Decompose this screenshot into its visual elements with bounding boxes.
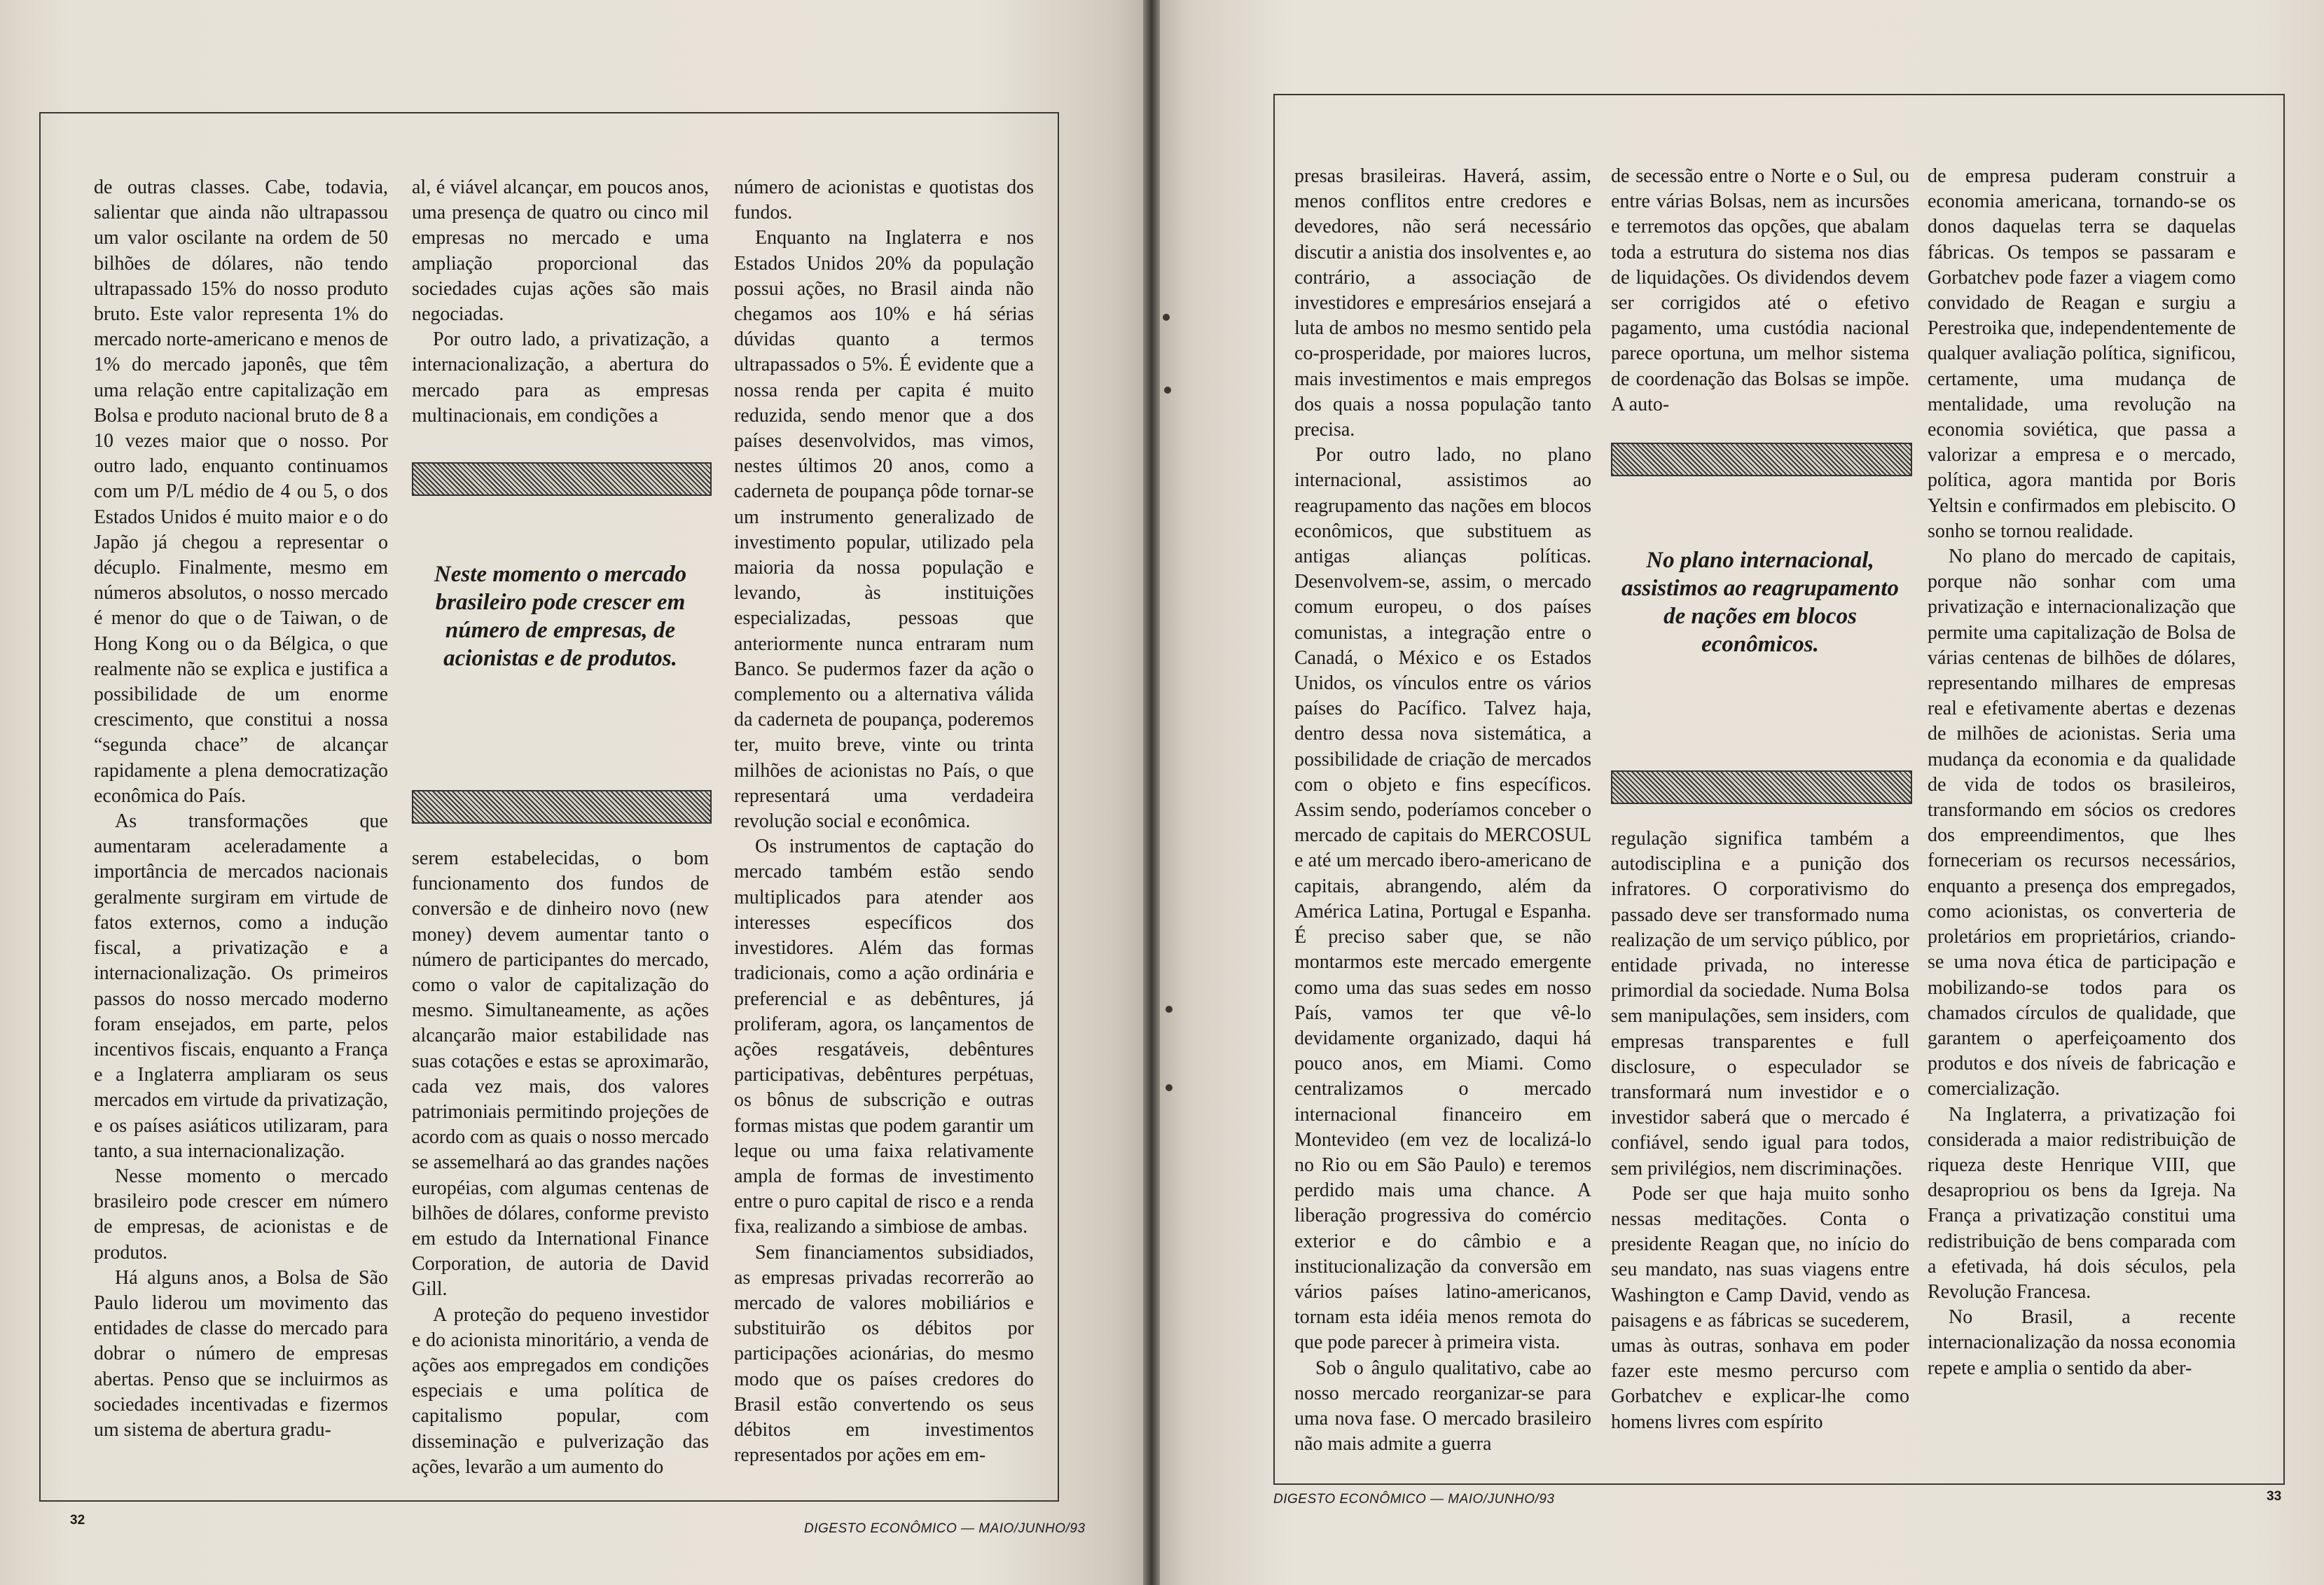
paragraph: regulação significa também a autodisciplina e a punição dos infratores. O corporativismo do passado deve ser transformado numa realização de um serviço público, por entidade privada, no interesse primordial da sociedade. Numa Bolsa sem manipulações, sem insiders, com empresas transparentes e full disclosure, o especulador se transformará num investidor e o investidor saberá que o mercado é confiável, sendo igual para todos, sem privilégios, nem discriminações. <box>1611 828 1909 1179</box>
staple-hole <box>1163 314 1170 321</box>
pullquote: No plano internacional, assistimos ao reagrupamento de nações em blocos econômicos. <box>1621 548 1900 657</box>
left-column-2-bottom <box>412 846 709 1480</box>
paragraph: serem estabelecidas, o bom funcionamento dos fundos de conversão e de dinheiro novo (new money) devem aumentar tanto o número de participantes do mercado, como o valor de capitalização do mesmo. Simultaneamente, as ações alcançarão maior estabilidade nas suas cotações e estas se aproximarão, cada vez mais, dos valores patrimoniais permitindo projeções de acordo com as quais o nosso mercado se assemelhará ao das grandes nações européias, com algumas centenas de bilhões de dólares, conforme previsto em estudo da International Finance Corporation, de autoria de David Gill. <box>412 847 709 1301</box>
binding-gutter <box>1143 0 1160 1585</box>
paragraph: No plano do mercado de capitais, porque não sonhar com uma privatização e internacionalização que permite uma capitalização de Bolsa de várias centenas de bilhões de dólares, representando milhares de empresas real e efetivamente abertas e dezenas de milhões de acionistas. Seria uma mudança da economia e da qualidade de vida de todos os brasileiros, transformando em sócios os credores dos empreendimentos, que lhes forneceriam os recursos necessários, enquanto a presença dos empregados, como acionistas, os converteria de proletários em proprietários, criando-se uma nova ética de participação e mobilizando-se todos para os chamados círculos de qualidade, que garantem o aperfeiçoamento dos produtos e dos níveis de fabricação e comercialização. <box>1928 546 2236 1100</box>
pullquote-rule-top <box>412 462 712 496</box>
paragraph: de empresa puderam construir a economia americana, tornando-se os donos daquelas terra se daquelas fábricas. Os tempos se passaram e Gorbatchev pode fazer a viagem como convidado de Reagan e surgiu a Perestroika que, independentemente de qualquer avaliação política, significou, certamente, uma mudança de mentalidade, uma revolução na economia soviética, que passa a valorizar a empresa e o mercado, política, agora mantida por Boris Yeltsin e confirmados em plebiscito. O sonho se tornou realidade. <box>1928 165 2236 542</box>
pullquote-rule-top <box>1611 443 1912 476</box>
paragraph: de outras classes. Cabe, todavia, salientar que ainda não ultrapassou um valor oscilante na ordem de 50 bilhões de dólares, não tendo ultrapassado 15% do nosso produto bruto. Este valor representa 1% do mercado norte-americano e menos de 1% do mercado japonês, que têm uma relação entre capitalização em Bolsa e produto nacional bruto de 8 a 10 vezes maior que o nosso. Por outro lado, enquanto continuamos com um P/L médio de 4 ou 5, o dos Estados Unidos é muito maior e o do Japão já chegou a representar o décuplo. Finalmente, mesmo em números absolutos, o nosso mercado é menor do que o de Taiwan, o de Hong Kong ou o da Bélgica, o que realmente não se explica e justifica a possibilidade de um enorme crescimento, que constitui a nossa “segunda chace” de alcançar rapidamente a plena democratização econômica do País. <box>94 177 388 807</box>
paragraph: Sob o ângulo qualitativo, cabe ao nosso mercado reorganizar-se para uma nova fase. O mercado brasileiro não mais admite a guerra <box>1294 1357 1591 1455</box>
right-column-1 <box>1294 164 1591 1457</box>
page-footer: DIGESTO ECONÔMICO — MAIO/JUNHO/93 <box>1273 1492 1555 1507</box>
paragraph: As transformações que aumentaram aceleradamente a importância de mercados nacionais geralmente surgiram em virtude de fatos externos, como a indução fiscal, a privatização e a internacionalização. Os primeiros passos do nosso mercado moderno foram ensejados, em parte, pelos incentivos fiscais, enquanto a França e a Inglaterra ampliaram os seus mercados em virtude da privatização, e os países asiáticos utilizaram, para tanto, a sua internacionalização. <box>94 810 388 1162</box>
paragraph: Nesse momento o mercado brasileiro pode crescer em número de empresas, de acionistas e de produtos. <box>94 1165 388 1264</box>
paragraph: Por outro lado, no plano internacional, assistimos ao reagrupamento das nações em blocos econômicos, que substituem as antigas alianças políticas. Desenvolvem-se, assim, o mercado comum europeu, o dos países comunistas, a integração entre o Canadá, o México e os Estados Unidos, os vínculos entre os vários países do Pacífico. Talvez haja, dentro dessa nova sistemática, a possibilidade de criação de mercados com o objeto e fins específicos. Assim sendo, poderíamos conceber o mercado de capitais do MERCOSUL e até um mercado ibero-americano de capitais, abrangendo, além da América Latina, Portugal e Espanha. É preciso saber que, se não montarmos este mercado emergente como uma das suas sedes em nosso País, vamos ter que vê-lo devidamente organizado, daqui há pouco anos, em Miami. Como centralizamos o mercado internacional financeiro em Montevideo (em vez de localizá-lo no Rio ou em São Paulo) e teremos perdido mais uma chance. A liberação progressiva do comércio exterior e do câmbio e a institucionalização da conversão em vários países latino-americanos, tornam esta idéia menos remota do que pode parecer à primeira vista. <box>1294 444 1591 1354</box>
paragraph: A proteção do pequeno investidor e do acionista minoritário, a venda de ações aos empregados em condições especiais e uma política de capitalismo popular, com disseminação e pulverização das ações, levarão a um aumento do <box>412 1303 709 1478</box>
left-column-3 <box>734 175 1034 1468</box>
paragraph: Por outro lado, a privatização, a internacionalização, a abertura do mercado para as empresas multinacionais, em condições a <box>412 328 709 427</box>
paragraph: Há alguns anos, a Bolsa de São Paulo liderou um movimento das entidades de classe do mercado para dobrar o número de empresas abertas. Penso que se incluirmos as sociedades incentivadas e fizermos um sistema de abertura gradu- <box>94 1266 388 1441</box>
right-column-2-bottom <box>1611 826 1909 1435</box>
right-column-2-top <box>1611 164 1909 417</box>
staple-hole <box>1166 1084 1173 1091</box>
paragraph: presas brasileiras. Haverá, assim, menos conflitos entre credores e devedores, não será necessário discutir a anistia dos insolventes e, ao contrário, a associação de investidores e empresários ensejará a luta de ambos no mesmo sentido pela co-prosperidade, por maiores lucros, mais investimentos e mais empregos dos quais a nossa população tanto precisa. <box>1294 165 1591 441</box>
staple-hole <box>1164 387 1171 394</box>
paragraph: número de acionistas e quotistas dos fundos. <box>734 177 1034 224</box>
staple-hole <box>1166 1006 1173 1013</box>
left-column-1 <box>94 175 388 1443</box>
page-number: 32 <box>70 1513 85 1528</box>
paragraph: Enquanto na Inglaterra e nos Estados Unidos 20% da população possui ações, no Brasil ainda não chegamos aos 10% e há sérias dúvidas quanto a termos ultrapassados o 5%. É evidente que a nossa renda per capita é muito reduzida, sendo menor que a dos países desenvolvidos, mas vimos, nestes últimos 20 anos, como a caderneta de poupança pôde tornar-se um instrumento generalizado de investimento popular, utilizado pela maioria da nossa população e levando, às instituições especializadas, pessoas que anteriormente nunca entraram num Banco. Se pudermos fazer da ação o complemento ou a alternativa válida da caderneta de poupança, poderemos ter, muito breve, vinte ou trinta milhões de acionistas no País, o que representará uma verdadeira revolução social e econômica. <box>734 227 1034 833</box>
paragraph: No Brasil, a recente internacionalização da nossa economia repete e amplia o sentido da aber- <box>1928 1306 2236 1379</box>
paragraph: de secessão entre o Norte e o Sul, ou entre várias Bolsas, nem as incursões e terremotos das opções, que abalam toda a estrutura do sistema nos dias de liquidações. Os dividendos devem ser corrigidos até o efetivo pagamento, uma custódia nacional parece oportuna, um melhor sistema de coordenação das Bolsas se impõe. A auto- <box>1611 165 1909 415</box>
right-column-3 <box>1928 164 2236 1381</box>
paragraph: Sem financiamentos subsidiados, as empresas privadas recorrerão ao mercado de valores mobiliários e substituirão os débitos por participações acionárias, do mesmo modo que os países credores do Brasil estão convertendo os seus débitos em investimentos representados por ações em em- <box>734 1241 1034 1467</box>
page-footer: DIGESTO ECONÔMICO — MAIO/JUNHO/93 <box>804 1521 1086 1536</box>
pullquote-rule-bottom <box>1611 770 1912 804</box>
paragraph: Pode ser que haja muito sonho nessas meditações. Conta o presidente Reagan que, no início do seu mandato, nas suas viagens entre Washington e Camp David, vendo as paisagens e as fábricas se sucederem, umas às outras, sonhava em poder fazer este mesmo percurso com Gorbatchev e explicar-lhe como homens livres com espírito <box>1611 1182 1909 1433</box>
pullquote: Neste momento o mercado brasileiro pode crescer em número de empresas, de acionistas e de produtos. <box>434 562 687 671</box>
paragraph: Na Inglaterra, a privatização foi considerada a maior redistribuição de riqueza deste Henrique VIII, que desapropriou os bens da Igreja. Na França a privatização constitui uma redistribuição de bens comparada com a efetivada, há dois séculos, pela Revolução Francesa. <box>1928 1103 2236 1303</box>
paragraph: al, é viável alcançar, em poucos anos, uma presença de quatro ou cinco mil empresas no mercado e uma ampliação proporcional das sociedades cujas ações são mais negociadas. <box>412 177 709 326</box>
pullquote-rule-bottom <box>412 790 712 824</box>
page-number: 33 <box>2267 1489 2282 1504</box>
paragraph: Os instrumentos de captação do mercado também estão sendo multiplicados para atender aos interesses específicos dos investidores. Além das formas tradicionais, como a ação ordinária e preferencial e as debêntures, já proliferam, agora, os lançamentos de ações resgatáveis, debêntures participativas, debêntures perpétuas, os bônus de subscrição e outras formas mistas que podem garantir um leque ou uma faixa relativamente ampla de formas de investimento entre o puro capital de risco e a renda fixa, realizando a simbiose de ambas. <box>734 836 1034 1238</box>
left-column-2-top <box>412 175 709 429</box>
